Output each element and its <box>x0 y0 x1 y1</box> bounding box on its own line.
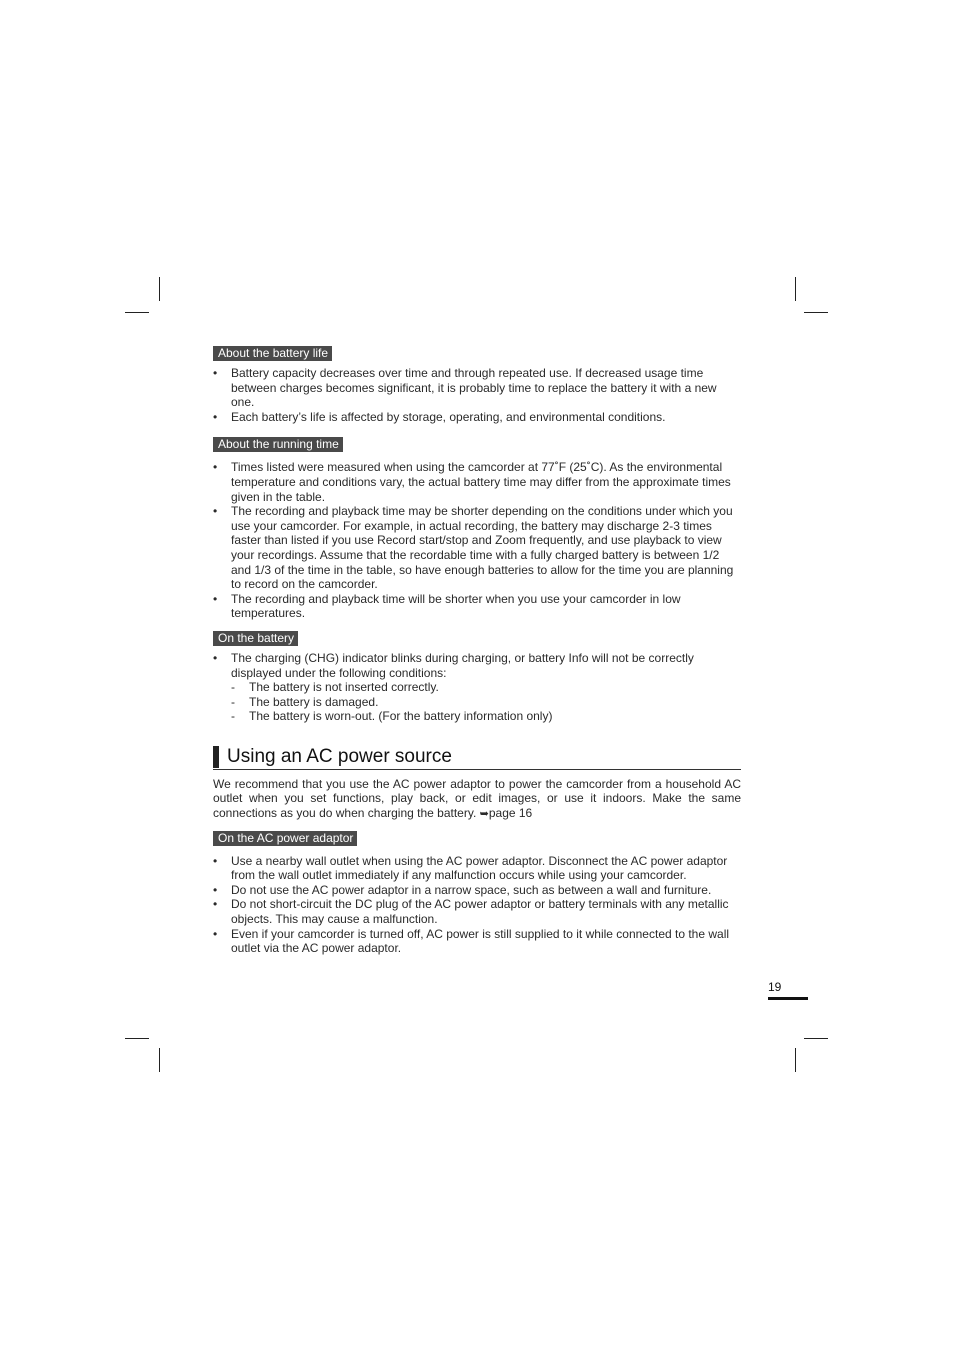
crop-mark <box>804 1038 828 1039</box>
list-item: • The recording and playback time may be shorter depending on the conditions under which you use your camcorder. For example, in actual recording, the battery may discharge 2-3 times faster than listed if you use Record start/stop and Zoom frequently, and use playback to view your recordings. Assume that the recordable time with a fully charged battery is between 1/2 and 1/3 of the time in the table, so have enough batteries to allow for the time you are planning to record on the camcorder. <box>213 504 741 592</box>
page-ref-arrow-icon: ➥ <box>479 808 489 821</box>
sub-list-item: - The battery is not inserted correctly. <box>231 680 741 695</box>
section-title-bar <box>213 746 219 768</box>
section-label: About the battery life <box>213 346 332 361</box>
subsection-ac-adaptor <box>213 831 741 956</box>
page-number-bar <box>768 997 808 1000</box>
sub-list <box>231 680 741 724</box>
section-label: About the running time <box>213 437 343 452</box>
crop-mark <box>159 277 160 301</box>
sub-list-item: - The battery is damaged. <box>231 695 741 710</box>
section-label: On the AC power adaptor <box>213 831 357 846</box>
bullet-list <box>213 366 741 424</box>
page-ref-link[interactable]: page 16 <box>488 806 533 821</box>
list-item: • Even if your camcorder is turned off, AC power is still supplied to it while connected to the wall outlet via the AC power adaptor. <box>213 927 741 956</box>
list-item: • Battery capacity decreases over time and through repeated use. If decreased usage time between charges becomes significant, it is probably time to replace the battery it with a new one. <box>213 366 741 410</box>
list-item: • Use a nearby wall outlet when using the AC power adaptor. Disconnect the AC power adaptor from the wall outlet immediately if any malfunction occurs while using your camcorder. <box>213 854 741 883</box>
list-item: • Do not short-circuit the DC plug of the AC power adaptor or battery terminals with any metallic objects. This may cause a malfunction. <box>213 897 741 926</box>
bullet-list <box>213 651 741 724</box>
section-on-battery <box>213 631 741 724</box>
section-ac-power <box>213 746 741 956</box>
list-item-text: The charging (CHG) indicator blinks during charging, or battery Info will not be correctly displayed under the following conditions: <box>231 650 694 680</box>
bullet-list <box>213 460 741 621</box>
list-item: • The recording and playback time will be shorter when you use your camcorder in low temperatures. <box>213 592 741 621</box>
crop-mark <box>795 277 796 301</box>
crop-mark <box>804 312 828 313</box>
section-title-text: Using an AC power source <box>227 745 452 767</box>
section-label: On the battery <box>213 631 298 646</box>
list-item: • Each battery’s life is affected by storage, operating, and environmental conditions. <box>213 410 741 425</box>
page-content <box>213 346 741 956</box>
crop-mark <box>795 1048 796 1072</box>
crop-mark <box>159 1048 160 1072</box>
page-number: 19 <box>768 980 782 994</box>
list-item <box>213 651 741 724</box>
section-running-time <box>213 437 741 621</box>
bullet-list <box>213 854 741 956</box>
intro-paragraph <box>213 777 741 822</box>
crop-mark <box>125 312 149 313</box>
section-title <box>213 746 741 770</box>
sub-list-item: - The battery is worn-out. (For the battery information only) <box>231 709 741 724</box>
section-battery-life <box>213 346 741 424</box>
list-item: • Do not use the AC power adaptor in a narrow space, such as between a wall and furniture. <box>213 883 741 898</box>
list-item: • Times listed were measured when using the camcorder at 77˚F (25˚C). As the environmental temperature and conditions vary, the actual battery time may differ from the approximate times given in the table. <box>213 460 741 504</box>
intro-text: We recommend that you use the AC power adaptor to power the camcorder from a household AC outlet when you set functions, play back, or edit images, or use it indoors. Make the same connections as you do when charging the battery. <box>213 776 741 821</box>
crop-mark <box>125 1038 149 1039</box>
